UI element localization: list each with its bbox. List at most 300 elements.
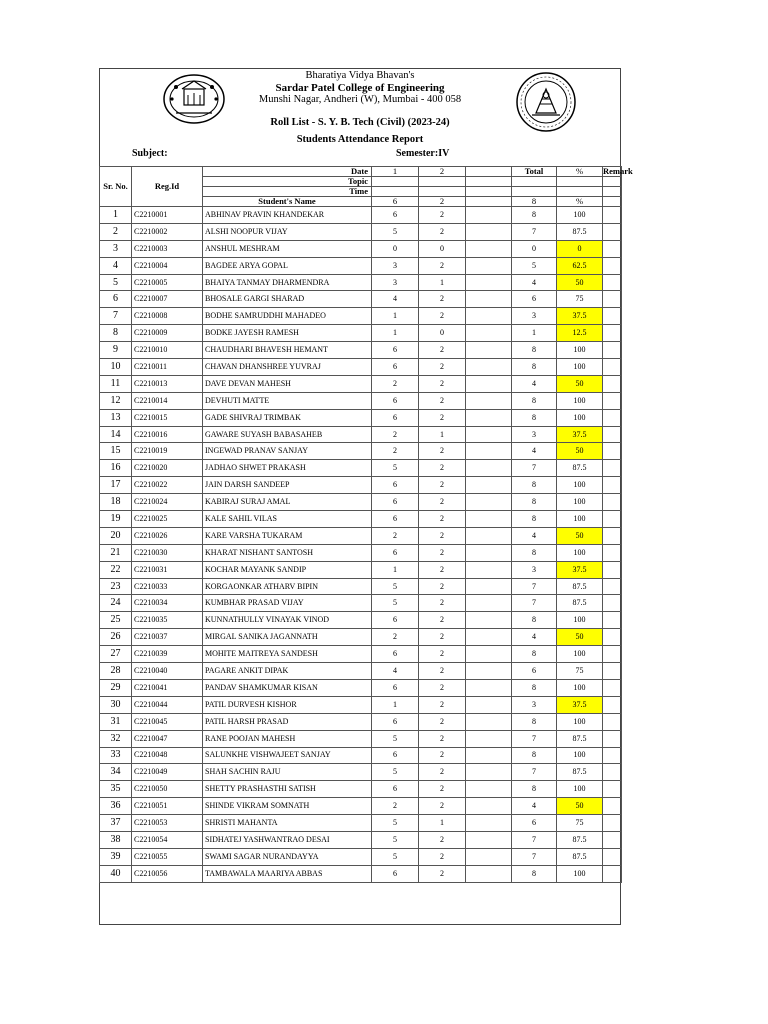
lecture2-cell: 2 (419, 848, 466, 865)
student-name-cell: KABIRAJ SURAJ AMAL (203, 494, 372, 511)
sr-no-cell: 32 (100, 730, 132, 747)
sr-no-cell: 34 (100, 764, 132, 781)
total-cell: 4 (512, 629, 557, 646)
lecture2-cell: 2 (419, 764, 466, 781)
percent-cell: 50 (557, 274, 603, 291)
blank-cell (466, 197, 512, 207)
semester-label: Semester:IV (396, 148, 450, 159)
date-header: Date (203, 167, 372, 177)
student-name-cell: SHRISTI MAHANTA (203, 815, 372, 832)
percent-cell: 87.5 (557, 223, 603, 240)
percent-cell: 100 (557, 409, 603, 426)
blank-cell (466, 730, 512, 747)
lecture2-cell: 2 (419, 798, 466, 815)
percent-cell: 50 (557, 629, 603, 646)
total-cell: 8 (512, 342, 557, 359)
percent-cell: 62.5 (557, 257, 603, 274)
percent-sum-header: % (557, 197, 603, 207)
table-row (100, 308, 622, 325)
percent-cell: 100 (557, 713, 603, 730)
attendance-table (99, 166, 633, 883)
lecture1-cell: 1 (372, 561, 419, 578)
percent-cell: 100 (557, 747, 603, 764)
lecture1-cell: 4 (372, 663, 419, 680)
lecture2-cell: 2 (419, 696, 466, 713)
percent-cell: 75 (557, 815, 603, 832)
spce-seal-icon (514, 71, 578, 133)
table-row (100, 392, 622, 409)
table-row (100, 848, 622, 865)
remark-cell (603, 443, 622, 460)
reg-id-cell: C2210009 (132, 325, 203, 342)
total-cell: 3 (512, 561, 557, 578)
sr-no-cell: 25 (100, 612, 132, 629)
sr-no-cell: 17 (100, 477, 132, 494)
table-row (100, 831, 622, 848)
table-row (100, 764, 622, 781)
student-name-cell: KUMBHAR PRASAD VIJAY (203, 595, 372, 612)
reg-id-cell: C2210003 (132, 240, 203, 257)
reg-id-cell: C2210049 (132, 764, 203, 781)
table-row (100, 815, 622, 832)
subject-label: Subject: (132, 148, 168, 159)
total-cell: 7 (512, 730, 557, 747)
blank-cell (466, 359, 512, 376)
sr-no-cell: 20 (100, 527, 132, 544)
total-cell: 8 (512, 865, 557, 882)
reg-id-cell: C2210013 (132, 375, 203, 392)
blank-cell (466, 527, 512, 544)
reg-id-cell: C2210041 (132, 679, 203, 696)
sr-no-cell: 24 (100, 595, 132, 612)
student-name-cell: SHAH SACHIN RAJU (203, 764, 372, 781)
lecture1-cell: 2 (372, 443, 419, 460)
sr-no-header: Sr. No. (100, 167, 132, 207)
remark-cell (603, 359, 622, 376)
total-header: Total (512, 167, 557, 177)
total-cell: 8 (512, 511, 557, 528)
remark-cell (603, 730, 622, 747)
table-row (100, 375, 622, 392)
remark-cell (603, 612, 622, 629)
table-row (100, 342, 622, 359)
student-name-cell: KALE SAHIL VILAS (203, 511, 372, 528)
percent-cell: 75 (557, 663, 603, 680)
student-name-cell: SIDHATEJ YASHWANTRAO DESAI (203, 831, 372, 848)
student-name-cell: ABHINAV PRAVIN KHANDEKAR (203, 207, 372, 224)
sr-no-cell: 14 (100, 426, 132, 443)
lecture1-cell: 6 (372, 679, 419, 696)
blank-cell (466, 696, 512, 713)
lecture2-cell: 2 (419, 527, 466, 544)
total-cell: 4 (512, 375, 557, 392)
sr-no-cell: 40 (100, 865, 132, 882)
reg-id-cell: C2210040 (132, 663, 203, 680)
reg-id-cell: C2210011 (132, 359, 203, 376)
student-name-cell: BHOSALE GARGI SHARAD (203, 291, 372, 308)
sr-no-cell: 39 (100, 848, 132, 865)
percent-cell: 100 (557, 612, 603, 629)
student-name-cell: KORGAONKAR ATHARV BIPIN (203, 578, 372, 595)
reg-id-cell: C2210002 (132, 223, 203, 240)
percent-cell: 75 (557, 291, 603, 308)
student-name-cell: ALSHI NOOPUR VIJAY (203, 223, 372, 240)
remark-cell (603, 629, 622, 646)
table-row (100, 460, 622, 477)
lecture2-cell: 2 (419, 308, 466, 325)
lecture1-cell: 6 (372, 713, 419, 730)
total-sum: 8 (512, 197, 557, 207)
percent-cell: 100 (557, 865, 603, 882)
student-name-cell: DEVHUTI MATTE (203, 392, 372, 409)
percent-cell: 87.5 (557, 831, 603, 848)
table-row (100, 477, 622, 494)
remark-cell (603, 460, 622, 477)
table-row (100, 544, 622, 561)
blank-cell (466, 544, 512, 561)
reg-id-cell: C2210025 (132, 511, 203, 528)
total-cell: 4 (512, 274, 557, 291)
lecture1-cell: 6 (372, 511, 419, 528)
total-cell: 8 (512, 392, 557, 409)
lecture1-cell: 2 (372, 426, 419, 443)
student-name-cell: SHETTY PRASHASTHI SATISH (203, 781, 372, 798)
reg-id-cell: C2210035 (132, 612, 203, 629)
student-name-header: Student's Name (203, 197, 372, 207)
reg-id-cell: C2210056 (132, 865, 203, 882)
lecture1-cell: 5 (372, 848, 419, 865)
remark-cell (603, 646, 622, 663)
roll-list-title: Roll List - S. Y. B. Tech (Civil) (2023-24) (270, 117, 450, 128)
sr-no-cell: 29 (100, 679, 132, 696)
remark-cell (603, 831, 622, 848)
lecture2-cell: 2 (419, 342, 466, 359)
remark-cell (603, 798, 622, 815)
percent-cell: 50 (557, 375, 603, 392)
blank-cell (466, 511, 512, 528)
remark-cell (603, 308, 622, 325)
remark-cell (603, 544, 622, 561)
lecture1-cell: 6 (372, 207, 419, 224)
total-cell: 4 (512, 798, 557, 815)
blank-cell (466, 848, 512, 865)
lecture1-cell: 2 (372, 375, 419, 392)
total-cell: 8 (512, 544, 557, 561)
table-row (100, 798, 622, 815)
lecture1-cell: 6 (372, 477, 419, 494)
blank-cell (466, 713, 512, 730)
percent-cell: 87.5 (557, 595, 603, 612)
header-row-date (100, 167, 622, 177)
total-cell: 8 (512, 359, 557, 376)
lecture2-cell: 2 (419, 477, 466, 494)
reg-id-cell: C2210010 (132, 342, 203, 359)
percent-cell: 0 (557, 240, 603, 257)
percent-header: % (557, 167, 603, 177)
lecture2-cell: 2 (419, 443, 466, 460)
blank-cell (466, 477, 512, 494)
student-name-cell: SHINDE VIKRAM SOMNATH (203, 798, 372, 815)
blank-cell (466, 798, 512, 815)
remark-cell (603, 375, 622, 392)
student-name-cell: PAGARE ANKIT DIPAK (203, 663, 372, 680)
blank-cell (466, 831, 512, 848)
table-row (100, 207, 622, 224)
reg-id-cell: C2210026 (132, 527, 203, 544)
lecture2-cell: 2 (419, 544, 466, 561)
percent-cell: 100 (557, 392, 603, 409)
lecture2-cell: 2 (419, 679, 466, 696)
lecture2-cell: 2 (419, 409, 466, 426)
lecture1-cell: 6 (372, 544, 419, 561)
attendance-table-body (100, 166, 633, 883)
time-header: Time (203, 187, 372, 197)
table-row (100, 629, 622, 646)
reg-id-cell: C2210055 (132, 848, 203, 865)
remark-cell (603, 595, 622, 612)
remark-cell (603, 747, 622, 764)
lecture1-cell: 5 (372, 223, 419, 240)
percent-cell: 100 (557, 781, 603, 798)
sr-no-cell: 35 (100, 781, 132, 798)
lecture2-cell: 2 (419, 460, 466, 477)
lecture1-cell: 6 (372, 494, 419, 511)
lecture2-cell: 2 (419, 730, 466, 747)
remark-cell (603, 223, 622, 240)
remark-header: Remark (603, 166, 633, 177)
blank-cell (466, 375, 512, 392)
blank-cell (466, 257, 512, 274)
blank-cell (466, 578, 512, 595)
sr-no-cell: 10 (100, 359, 132, 376)
blank-cell (466, 342, 512, 359)
remark-cell (603, 257, 622, 274)
lecture1-cell: 5 (372, 764, 419, 781)
lecture1-cell: 2 (372, 527, 419, 544)
total-cell: 6 (512, 815, 557, 832)
lecture1-sum: 6 (372, 197, 419, 207)
remark-cell (603, 781, 622, 798)
student-name-cell: SWAMI SAGAR NURANDAYYA (203, 848, 372, 865)
remark-cell (603, 325, 622, 342)
blank-cell (466, 460, 512, 477)
lecture1-cell: 6 (372, 342, 419, 359)
student-name-cell: PATIL HARSH PRASAD (203, 713, 372, 730)
lecture1-cell: 4 (372, 291, 419, 308)
reg-id-cell: C2210022 (132, 477, 203, 494)
lecture2-cell: 0 (419, 325, 466, 342)
table-row (100, 663, 622, 680)
total-cell: 8 (512, 679, 557, 696)
sr-no-cell: 31 (100, 713, 132, 730)
student-name-cell: JAIN DARSH SANDEEP (203, 477, 372, 494)
sr-no-cell: 36 (100, 798, 132, 815)
sr-no-cell: 22 (100, 561, 132, 578)
total-cell: 8 (512, 612, 557, 629)
lecture2-cell: 2 (419, 257, 466, 274)
blank-cell (466, 629, 512, 646)
sr-no-cell: 3 (100, 240, 132, 257)
remark-cell (603, 477, 622, 494)
remark-cell (603, 561, 622, 578)
remark-cell (603, 392, 622, 409)
percent-cell: 100 (557, 511, 603, 528)
lecture2-cell: 2 (419, 646, 466, 663)
lecture1-cell: 1 (372, 325, 419, 342)
reg-id-cell: C2210048 (132, 747, 203, 764)
total-cell: 7 (512, 578, 557, 595)
sr-no-cell: 27 (100, 646, 132, 663)
sr-no-cell: 4 (100, 257, 132, 274)
remark-cell (603, 274, 622, 291)
percent-cell: 87.5 (557, 460, 603, 477)
lecture1-cell: 5 (372, 595, 419, 612)
lecture1-header: 1 (372, 167, 419, 177)
student-name-cell: CHAVAN DHANSHREE YUVRAJ (203, 359, 372, 376)
sr-no-cell: 6 (100, 291, 132, 308)
percent-cell: 50 (557, 798, 603, 815)
college-name: Sardar Patel College of Engineering (275, 82, 445, 94)
student-name-cell: GAWARE SUYASH BABASAHEB (203, 426, 372, 443)
table-row (100, 426, 622, 443)
percent-cell: 100 (557, 207, 603, 224)
blank-cell (466, 325, 512, 342)
total-cell: 8 (512, 747, 557, 764)
total-cell: 0 (512, 240, 557, 257)
lecture2-cell: 2 (419, 375, 466, 392)
blank-cell (466, 815, 512, 832)
lecture1-cell: 1 (372, 308, 419, 325)
lecture1-cell: 1 (372, 696, 419, 713)
remark-cell (603, 848, 622, 865)
lecture2-sum: 2 (419, 197, 466, 207)
percent-cell: 87.5 (557, 730, 603, 747)
total-cell: 8 (512, 646, 557, 663)
reg-id-cell: C2210019 (132, 443, 203, 460)
sr-no-cell: 26 (100, 629, 132, 646)
lecture2-cell: 2 (419, 511, 466, 528)
reg-id-cell: C2210044 (132, 696, 203, 713)
sr-no-cell: 7 (100, 308, 132, 325)
blank-cell (466, 781, 512, 798)
sr-no-cell: 37 (100, 815, 132, 832)
lecture2-cell: 2 (419, 865, 466, 882)
total-cell: 7 (512, 223, 557, 240)
table-row (100, 443, 622, 460)
lecture2-cell: 2 (419, 561, 466, 578)
table-row (100, 730, 622, 747)
table-row (100, 679, 622, 696)
blank-cell (466, 240, 512, 257)
report-title: Students Attendance Report (296, 134, 424, 145)
lecture1-cell: 2 (372, 798, 419, 815)
table-row (100, 409, 622, 426)
student-name-cell: MIRGAL SANIKA JAGANNATH (203, 629, 372, 646)
remark-cell (603, 527, 622, 544)
lecture1-cell: 6 (372, 409, 419, 426)
percent-cell: 12.5 (557, 325, 603, 342)
reg-id-cell: C2210004 (132, 257, 203, 274)
lecture2-cell: 2 (419, 392, 466, 409)
blank-cell (466, 747, 512, 764)
student-name-cell: INGEWAD PRANAV SANJAY (203, 443, 372, 460)
blank-cell (466, 679, 512, 696)
blank-cell (466, 764, 512, 781)
lecture1-cell: 2 (372, 629, 419, 646)
blank-cell (466, 392, 512, 409)
lecture2-cell: 2 (419, 781, 466, 798)
remark-cell (603, 342, 622, 359)
lecture1-cell: 6 (372, 781, 419, 798)
reg-id-cell: C2210031 (132, 561, 203, 578)
total-cell: 5 (512, 257, 557, 274)
sr-no-cell: 2 (100, 223, 132, 240)
remark-cell (603, 240, 622, 257)
table-row (100, 257, 622, 274)
lecture1-cell: 5 (372, 460, 419, 477)
remark-cell (603, 865, 622, 882)
student-name-cell: KARE VARSHA TUKARAM (203, 527, 372, 544)
table-row (100, 511, 622, 528)
lecture1-cell: 5 (372, 578, 419, 595)
reg-id-cell: C2210039 (132, 646, 203, 663)
lecture2-cell: 2 (419, 207, 466, 224)
remark-cell (603, 679, 622, 696)
reg-id-cell: C2210024 (132, 494, 203, 511)
lecture2-cell: 2 (419, 359, 466, 376)
reg-id-cell: C2210020 (132, 460, 203, 477)
reg-id-cell: C2210034 (132, 595, 203, 612)
lecture1-cell: 6 (372, 646, 419, 663)
percent-cell: 100 (557, 359, 603, 376)
reg-id-cell: C2210014 (132, 392, 203, 409)
student-name-cell: SALUNKHE VISHWAJEET SANJAY (203, 747, 372, 764)
reg-id-cell: C2210047 (132, 730, 203, 747)
sr-no-cell: 9 (100, 342, 132, 359)
reg-id-cell: C2210005 (132, 274, 203, 291)
student-name-cell: MOHITE MAITREYA SANDESH (203, 646, 372, 663)
total-cell: 1 (512, 325, 557, 342)
sr-no-cell: 16 (100, 460, 132, 477)
sr-no-cell: 15 (100, 443, 132, 460)
percent-cell: 100 (557, 646, 603, 663)
student-name-cell: KUNNATHULLY VINAYAK VINOD (203, 612, 372, 629)
percent-cell: 100 (557, 679, 603, 696)
sr-no-cell: 11 (100, 375, 132, 392)
table-row (100, 865, 622, 882)
reg-id-cell: C2210050 (132, 781, 203, 798)
reg-id-cell: C2210008 (132, 308, 203, 325)
table-row (100, 781, 622, 798)
student-name-cell: DAVE DEVAN MAHESH (203, 375, 372, 392)
student-name-cell: KHARAT NISHANT SANTOSH (203, 544, 372, 561)
blank-cell (466, 409, 512, 426)
total-cell: 7 (512, 595, 557, 612)
total-cell: 3 (512, 696, 557, 713)
reg-id-cell: C2210054 (132, 831, 203, 848)
sr-no-cell: 5 (100, 274, 132, 291)
college-address: Munshi Nagar, Andheri (W), Mumbai - 400 058 (258, 94, 462, 105)
lecture2-cell: 2 (419, 595, 466, 612)
total-cell: 8 (512, 207, 557, 224)
lecture2-cell: 2 (419, 629, 466, 646)
blank-cell (466, 274, 512, 291)
student-name-cell: PATIL DURVESH KISHOR (203, 696, 372, 713)
sr-no-cell: 23 (100, 578, 132, 595)
reg-id-cell: C2210033 (132, 578, 203, 595)
percent-cell: 37.5 (557, 696, 603, 713)
total-cell: 7 (512, 848, 557, 865)
